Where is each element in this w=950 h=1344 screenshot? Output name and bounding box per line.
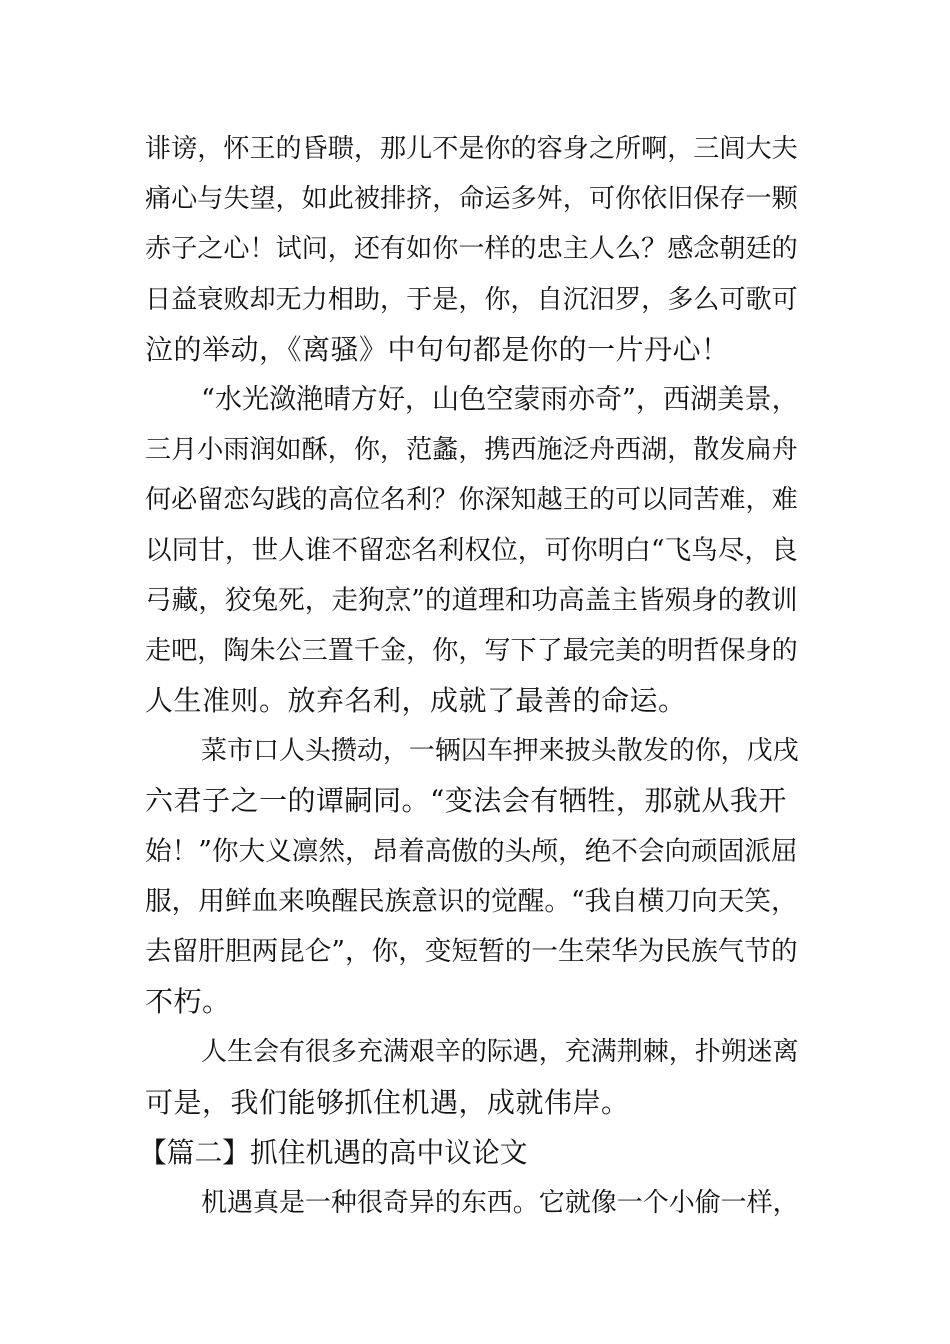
text-line: 人生准则。放弃名利，成就了最善的命运。 (145, 684, 687, 718)
text-line: 何必留恋勾践的高位名利？你深知越王的可以同苦难，难 (145, 485, 798, 516)
section-heading: 【篇二】抓住机遇的高中议论文 (139, 1135, 528, 1169)
text-line: 服，用鲜血来唤醒民族意识的觉醒。“我自横刀向天笑， (145, 885, 798, 917)
text-line: 可是，我们能够抓住机遇，成就伟岸。 (145, 1085, 630, 1119)
text-line: 泣的举动，《离骚》中句句都是你的一片丹心！ (145, 332, 730, 366)
text-line: 始！”你大义凛然，昂着高傲的头颅，绝不会向顽固派屈 (145, 835, 798, 867)
paragraph-start-line: 菜市口人头攒动，一辆囚车押来披头散发的你，戊戌 (201, 736, 799, 767)
text-line: 日益衰败却无力相助，于是，你，自沉汨罗，多么可歌可 (145, 284, 798, 315)
text-line: 弓藏，狡兔死，走狗烹”的道理和功高盖主皆殒身的教训 (145, 584, 798, 616)
text-line: 去留肝胆两昆仑”，你，变短暂的一生荣华为民族气节的 (145, 936, 798, 967)
text-line: 赤子之心！试问，还有如你一样的忠主人么？感念朝廷的 (145, 234, 798, 265)
text-line: 走吧，陶朱公三置千金，你，写下了最完美的明哲保身的 (145, 635, 798, 666)
text-line: 不朽。 (145, 985, 231, 1019)
text-line: 以同甘，世人谁不留恋名利权位，可你明白“飞鸟尽，良 (145, 534, 798, 566)
paragraph-start-line: 机遇真是一种很奇异的东西。它就像一个小偷一样， (201, 1187, 799, 1218)
text-line: 诽谤，怀王的昏聩，那儿不是你的容身之所啊，三闾大夫 (145, 134, 798, 164)
text-line: 六君子之一的谭嗣同。“变法会有牺牲，那就从我开 (145, 784, 787, 818)
text-line: 三月小雨润如酥，你，范蠡，携西施泛舟西湖，散发扁舟 (145, 435, 798, 466)
paragraph-start-line: “水光潋滟晴方好，山色空蒙雨亦奇”，西湖美景， (201, 383, 799, 415)
paragraph-start-line: 人生会有很多充满艰辛的际遇，充满荆棘，扑朔迷离 (201, 1037, 799, 1068)
essay-body (139, 124, 810, 1228)
text-line: 痛心与失望，如此被排挤，命运多舛，可你依旧保存一颗 (145, 184, 798, 215)
